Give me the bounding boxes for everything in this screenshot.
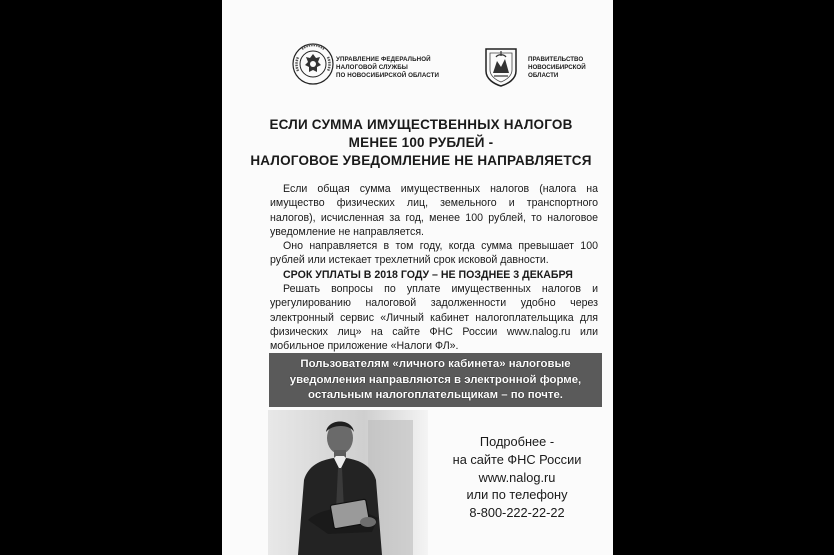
fns-org-line: УПРАВЛЕНИЕ ФЕДЕРАЛЬНОЙ — [336, 56, 431, 63]
fns-org-line: НАЛОГОВОЙ СЛУЖБЫ — [336, 64, 408, 71]
phone-number: 8-800-222-22-22 — [469, 505, 565, 521]
scanned-leaflet — [222, 0, 613, 555]
website-link: www.nalog.ru — [478, 469, 556, 485]
fns-org-line: ПО НОВОСИБИРСКОЙ ОБЛАСТИ — [336, 72, 440, 79]
title-line: ЕСЛИ СУММА ИМУЩЕСТВЕННЫХ НАЛОГОВ — [269, 117, 573, 132]
body-text — [270, 182, 598, 354]
page-title — [250, 116, 592, 170]
government-org-line: НОВОСИБИРСКОЙ — [528, 64, 586, 71]
body-paragraph: Если общая сумма имущественных налогов (налога на имущество физических лиц, земельного и транспортного налогов), исчисленная за год, менее 100 рублей, то налоговое уведомление не направляется. — [270, 183, 598, 238]
government-org-line: ОБЛАСТИ — [528, 72, 559, 79]
fns-emblem-icon — [292, 43, 334, 85]
body-paragraph: Оно направляется в том году, когда сумма превышает 100 рублей или истекает трехлетний срок исковой давности. — [270, 240, 598, 267]
banner-line: Пользователям «личного кабинета» налоговые — [300, 358, 571, 370]
title-line: МЕНЕЕ 100 РУБЛЕЙ - — [348, 135, 494, 150]
banner-line: уведомления направляются в электронной форме, — [289, 373, 582, 386]
body-paragraph: Решать вопросы по уплате имущественных налогов и урегулированию налоговой задолженности удобно через электронный сервис «Личный кабинет налогоплательщика для физических лиц» на сайте ФНС России www.nalog.ru или мобильное приложение «Налоги ФЛ». — [270, 283, 598, 353]
contact-info — [442, 433, 592, 522]
title-line: НАЛОГОВОЕ УВЕДОМЛЕНИЕ НЕ НАПРАВЛЯЕТСЯ — [250, 153, 592, 168]
info-banner — [269, 353, 602, 407]
contact-line: Подробнее - — [479, 434, 555, 449]
government-org-name — [528, 56, 608, 80]
contact-line: или по телефону — [466, 487, 568, 503]
government-org-line: ПРАВИТЕЛЬСТВО — [528, 56, 584, 63]
man-with-tablet-photo — [268, 410, 428, 555]
deadline-notice: СРОК УПЛАТЫ В 2018 ГОДУ – НЕ ПОЗДНЕЕ 3 ДЕКАБРЯ — [283, 268, 573, 281]
fns-org-name — [336, 56, 461, 80]
contact-line: на сайте ФНС России — [452, 451, 582, 467]
banner-line: остальным налогоплательщикам – по почте. — [308, 389, 563, 401]
novosibirsk-coat-of-arms-icon — [484, 47, 518, 87]
